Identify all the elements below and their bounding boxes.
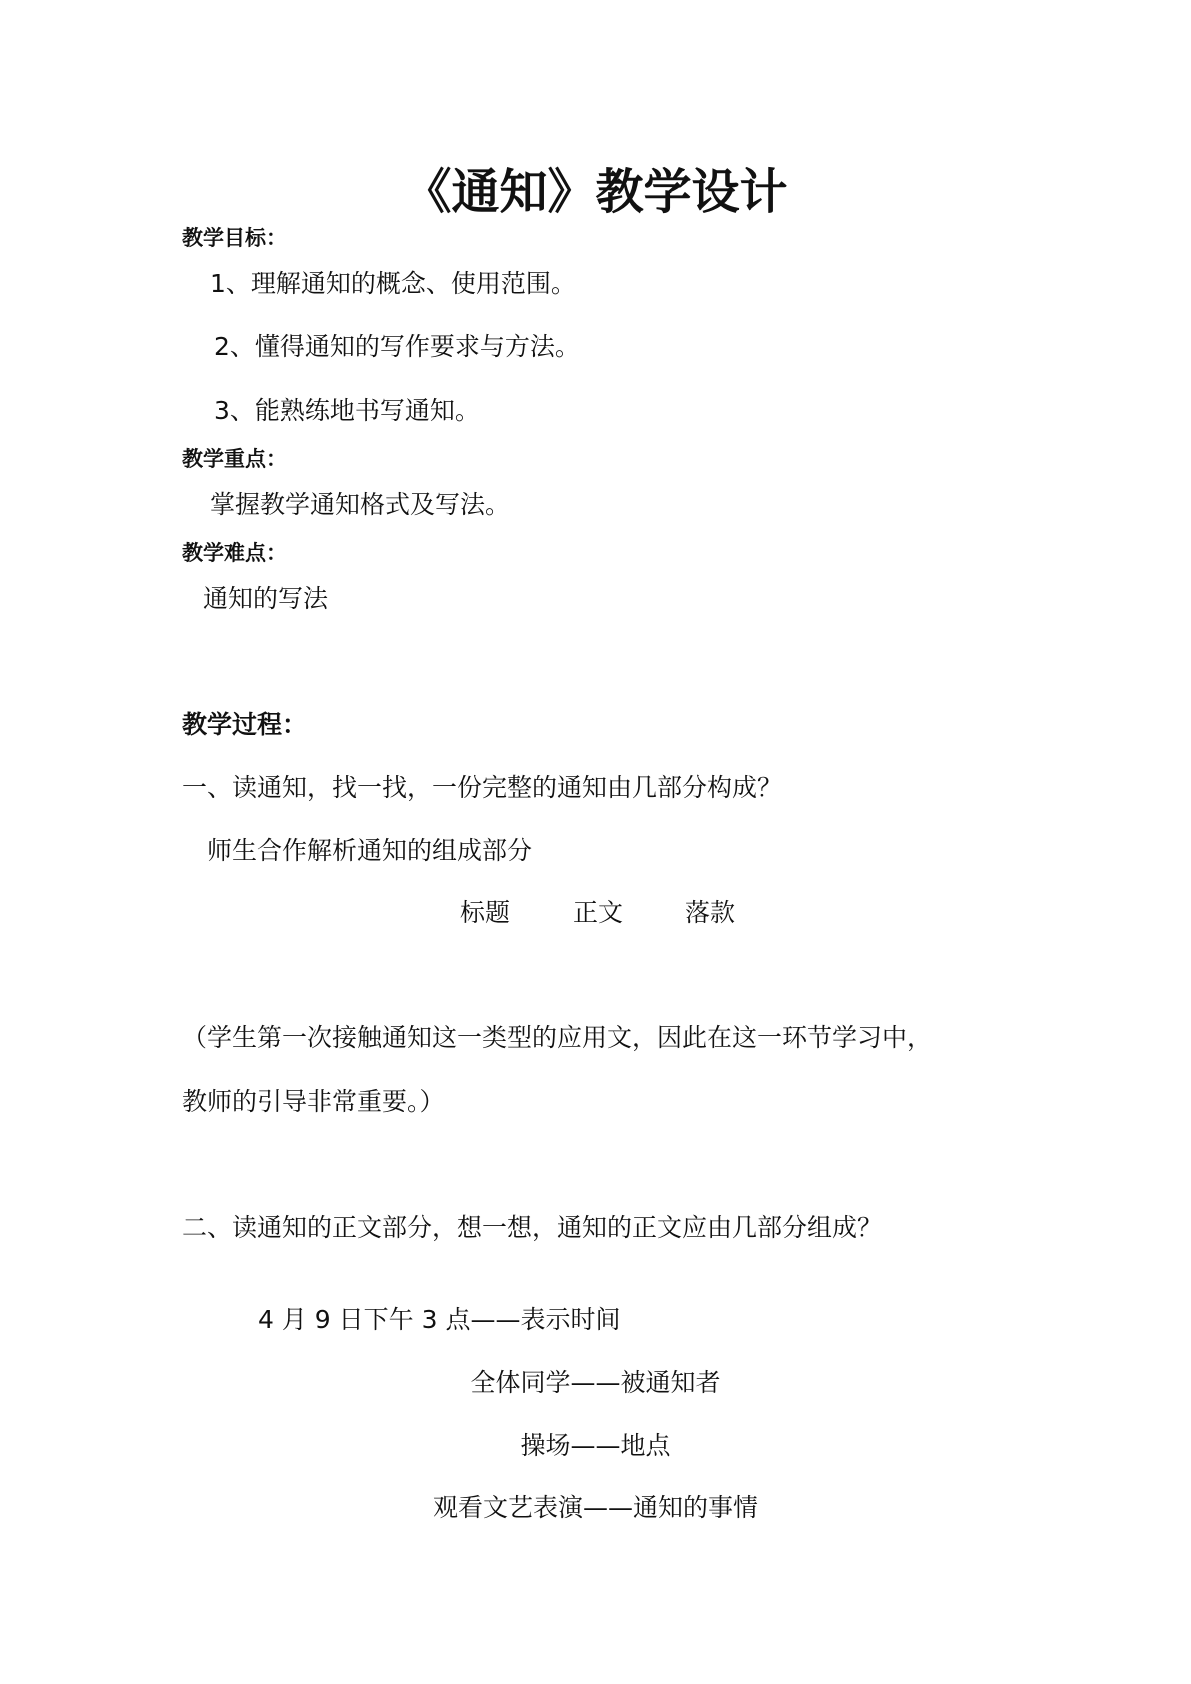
document-title: 《通知》教学设计 [403,164,788,220]
step1-note-line2: 教师的引导非常重要。） [182,1087,445,1116]
key-points-text: 掌握教学通知格式及写法。 [210,490,511,519]
difficulties-text: 通知的写法 [203,584,329,613]
process-heading: 教学过程： [182,710,308,739]
step2-item-event: 观看文艺表演——通知的事情 [432,1493,758,1522]
part-title: 标题 [460,898,511,927]
step2-item-location: 操场——地点 [520,1431,671,1460]
part-body: 正文 [573,898,624,927]
step2-item-time: 4 月 9 日下午 3 点——表示时间 [258,1305,621,1334]
part-signature: 落款 [685,898,736,927]
step1-activity: 师生合作解析通知的组成部分 [207,836,533,865]
objectives-heading: 教学目标： [182,226,287,250]
objective-item-2: 2、懂得通知的写作要求与方法。 [214,332,580,361]
difficulties-heading: 教学难点： [182,541,287,565]
step1-question: 一、读通知，找一找，一份完整的通知由几部分构成？ [182,773,783,802]
step2-question: 二、读通知的正文部分，想一想，通知的正文应由几部分组成？ [182,1213,883,1242]
objective-item-1: 1、理解通知的概念、使用范围。 [210,269,576,298]
key-points-heading: 教学重点： [182,447,287,471]
objective-item-3: 3、能熟练地书写通知。 [214,396,480,425]
step2-item-recipients: 全体同学——被通知者 [470,1368,721,1397]
step1-note-line1: （学生第一次接触通知这一类型的应用文，因此在这一环节学习中， [182,1023,933,1052]
